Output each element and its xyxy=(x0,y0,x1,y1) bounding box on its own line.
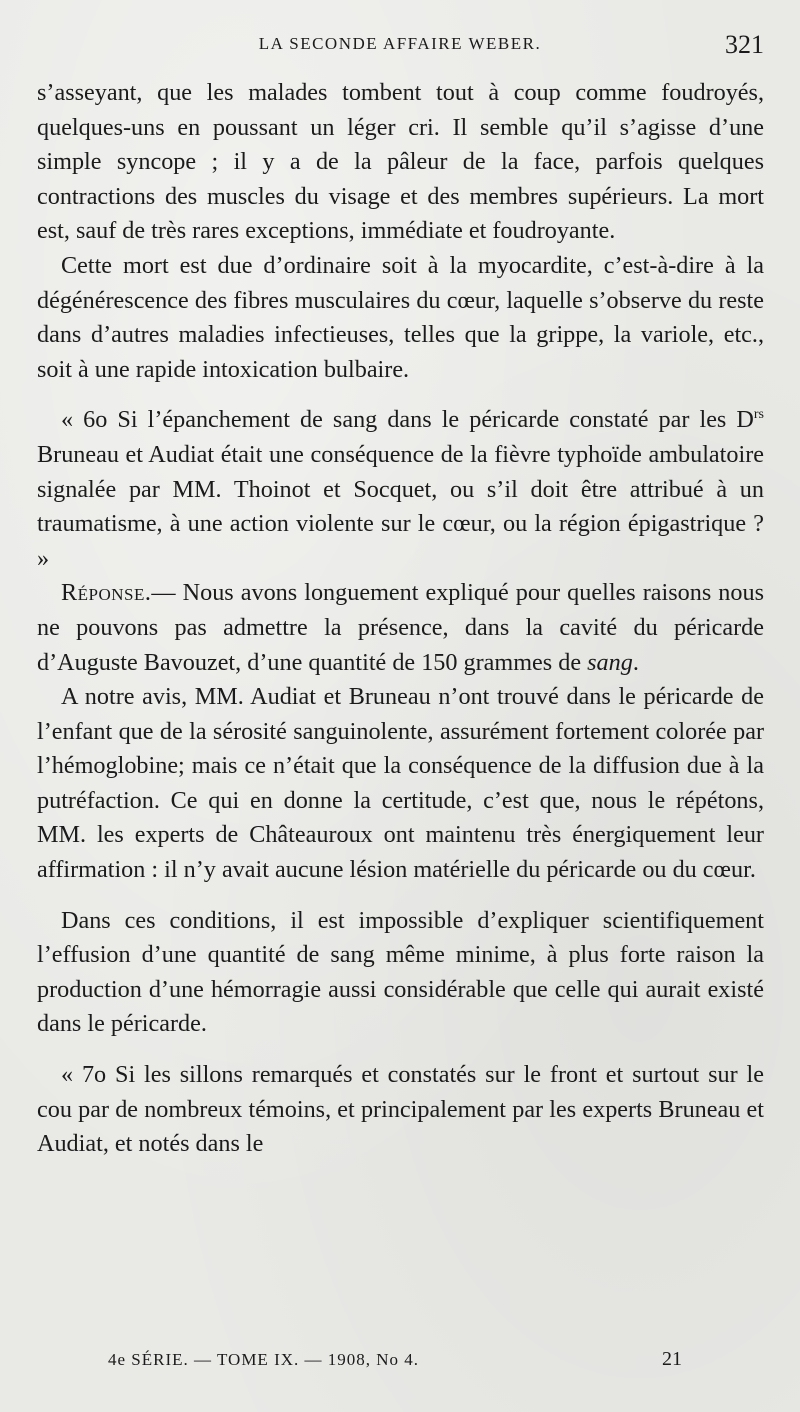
page-number: 321 xyxy=(725,30,764,59)
response-text: — Nous avons longuement expliqué pour quelles raisons nous ne pouvons pas admettre la présence, dans la cavité du péricarde d’Auguste Bavouzet, d’une quantité de 150 grammes de xyxy=(37,579,764,676)
paragraph-question-7: « 7o Si les sillons remarqués et constatés sur le front et surtout sur le cou par de nombreux témoins, et principalement par les experts Bruneau et Audiat, et notés dans le xyxy=(37,1061,764,1158)
paragraph-opinion: A notre avis, MM. Audiat et Bruneau n’ont trouvé dans le péricarde de l’enfant que de la sérosité sanguinolente, assurément fortement colorée par l’hémoglobine; mais ce n’était que la conséquence de la diffusion due à la putréfaction. Ce qui en donne la certitude, c’est que, nous le répétons, MM. les experts de Châteauroux ont maintenu très énergiquement leur affirmation : il n’y avait aucune lésion matérielle du péricarde ou du cœur. xyxy=(37,683,764,884)
paragraph-2: Cette mort est due d’ordinaire soit à la myocardite, c’est-à-dire à la dégénérescence des fibres musculaires du cœur, laquelle s’observe du reste dans d’autres maladies infectieuses, telles que la grippe, la variole, etc., soit à une rapide intoxication bulbaire. xyxy=(37,251,764,383)
paragraph-1: s’asseyant, que les malades tombent tout à coup comme foudroyés, quelques-uns en poussant un léger cri. Il semble qu’il s’agisse d’une simple syncope ; il y a de la pâleur de la face, parfois quelques contractions des muscles du visage et des membres supérieurs. La mort est, sauf de très rares exceptions, immédiate et foudroyante. xyxy=(37,79,764,245)
body-text xyxy=(37,76,764,1162)
response-label: Réponse. xyxy=(61,579,152,607)
series-info: 4e SÉRIE. — TOME IX. — 1908, No 4. xyxy=(108,1350,420,1369)
response-emphasis: sang xyxy=(587,648,633,676)
signature-mark: 21 xyxy=(662,1348,682,1370)
question-6-text: « 6o Si l’épanchement de sang dans le péricarde constaté par les D xyxy=(61,406,754,434)
paragraph-response xyxy=(37,576,764,680)
page-footer xyxy=(0,1350,800,1380)
doctors-abbrev-superscript: rs xyxy=(753,407,764,423)
running-header xyxy=(0,30,800,64)
paragraph-question-6 xyxy=(37,403,764,576)
response-end: . xyxy=(632,648,639,676)
question-6-text-cont: Bruneau et Audiat était une conséquence de la fièvre typhoïde ambulatoire signalée par MM. Thoinot et Socquet, ou s’il doit être attribué à un traumatisme, à une action violente sur le cœur, ou la région épigastrique ? » xyxy=(37,440,764,572)
paragraph-conditions: Dans ces conditions, il est impossible d’expliquer scientifiquement l’effusion d’une quantité de sang même minime, à plus forte raison la production d’une hémorragie aussi considérable que celle qui aurait existé dans le péricarde. xyxy=(37,906,764,1038)
running-title: LA SECONDE AFFAIRE WEBER. xyxy=(258,34,542,53)
